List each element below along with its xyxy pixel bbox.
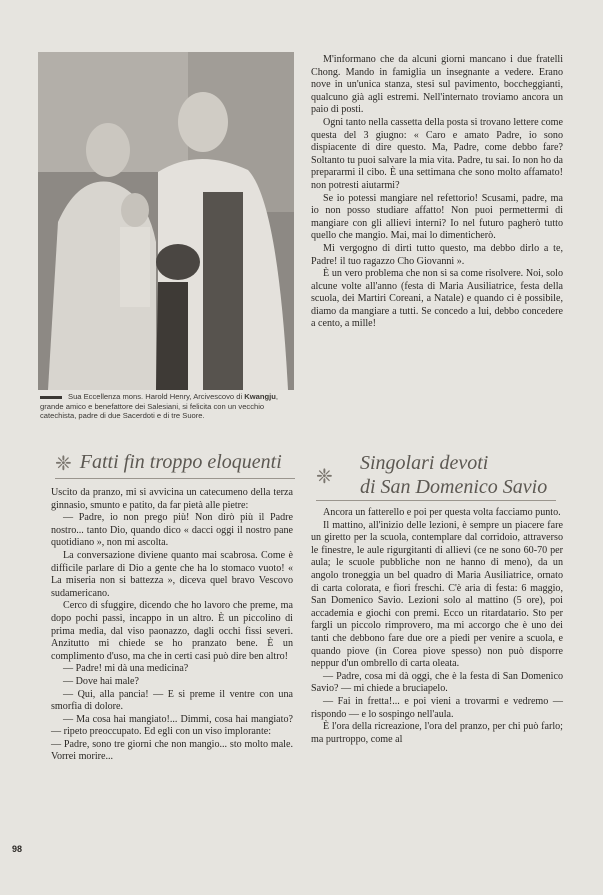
paragraph: Cerco di sfuggire, dicendo che ho lavoro che preme, ma dopo pochi passi, incappo in un altro. È un piccolino di prima media, dal viso paonazzo, dagli occhi fissi severi. Anzitutto mi chiede se ho pranzato bene. È un complimento d'uso, ma che in certi casi può dire ben altro! (51, 600, 293, 662)
right-section-heading (316, 451, 547, 499)
paragraph: — Qui, alla pancia! — E si preme il ventre con una smorfia di dolore. (51, 688, 293, 713)
heading-rule-left (55, 478, 295, 479)
page-number: 98 (12, 844, 23, 854)
paragraph: Uscito da pranzo, mi si avvicina un catecumeno della terza ginnasio, smunto e patito, da far pietà alle pietre: (51, 487, 293, 511)
paragraph: Se io potessi mangiare nel refettorio! Scusami, padre, ma io non posso studiare affatto! Non puoi permettermi di mangiare con gli allievi interni? Io nel futuro pagherò tutto quello che mangio. Mai, mai lo dimenticherò. (311, 192, 563, 242)
photo-caption (40, 392, 296, 421)
right-top-column-text (311, 54, 563, 331)
paragraph: M'informano che da alcuni giorni mancano i due fratelli Chong. Mando in famiglia un insegnante a vedere. Erano nove in un'unica stanza, stesi sul pavimento, boccheggianti, qualcuno già agli estremi. Nell'internato troviamo ancora un paio di posti. (311, 54, 563, 116)
caption-bold: Kwangju (244, 392, 276, 401)
paragraph: È un vero problema che non si sa come risolvere. Noi, solo alcune volte all'anno (festa di Maria Ausiliatrice, festa della scuola, dei Martiri Coreani, a Natale) e quando ci è possibile, diamo da mangiare a tutti. Se concedo a lui, debbo concedere a cento, a mille! (311, 268, 563, 330)
ornament-icon: ❈ (316, 466, 333, 488)
paragraph: — Padre, sono tre giorni che non mangio... sto molto male. Vorrei morire... (51, 738, 293, 763)
paragraph: — Ma cosa hai mangiato!... Dimmi, cosa hai mangiato? — ripeto preoccupato. Ed egli con un viso implorante: (51, 713, 293, 738)
photo (38, 52, 294, 390)
paragraph: — Dove hai male? (63, 675, 139, 687)
paragraph: È l'ora della ricreazione, l'ora del pranzo, per chi può farlo; ma purtroppo, come al (311, 721, 563, 745)
right-bottom-column-text (311, 507, 563, 746)
caption-post: , grande amico e benefattore dei Salesiani, si felicita con un vecchio catechista, padre di due Sacerdoti e di tre Suore. (40, 392, 279, 421)
paragraph: — Padre, cosa mi dà oggi, che è la festa di San Domenico Savio? — mi chiede a bruciapelo. (311, 670, 563, 695)
left-heading-text: Fatti fin troppo eloquenti (79, 451, 282, 474)
paragraph: Mi vergogno di dirti tutto questo, ma debbo dirlo a te, Padre! il tuo ragazzo Cho Giovanni ». (311, 242, 563, 267)
left-section-heading (55, 451, 282, 476)
caption-pre: Sua Eccellenza mons. Harold Henry, Arcivescovo di (68, 392, 245, 401)
photo-icon (38, 52, 294, 390)
right-heading-line1: Singolari devoti (360, 452, 489, 474)
right-heading-line2: di San Domenico Savio (360, 476, 548, 498)
paragraph: La conversazione diviene quanto mai scabrosa. Come è difficile parlare di Dio a gente che ha lo stomaco vuoto! « La miseria non si battezza », diceva quel bravo Vescovo sudamericano. (51, 549, 293, 599)
paragraph: Ogni tanto nella cassetta della posta si trovano lettere come questa del 3 giugno: « Caro e amato Padre, io sono dispiacente di dire questo. Ma, Padre, come debbo fare? Soltanto tu puoi salvare la mia vita. Padre, tu sai. Io non ho da prepararmi il cibo. È una settimana che sono molto affamato! non potresti aiutarmi? (311, 116, 563, 191)
ornament-icon: ❈ (55, 453, 72, 475)
paragraph: — Padre! mi dà una medicina? (63, 663, 189, 675)
paragraph: Il mattino, all'inizio delle lezioni, è sempre un piacere fare un giretto per la scuola, contemplare dal corridoio, attraverso le finestre, le aule rigurgitanti di allievi (ce ne sono 60-70 per aula; le scuole pubbliche non ne hanno di meno), da un angolo troneggia un bel quadro di Maria Ausiliatrice, ornato di carta colorata, e fiori freschi. C'è aria di festa: 6 maggio, San Domenico Savio. Lezioni solo al mattino (5 ore), poi accademia e giochi con premi. Ecco un ritardatario. Sto per fargli un piccolo rimprovero, ma mi accorgo che è uno dei tanti che debbono fare due ore a piedi per venire a scuola, e quando piove (in Corea piove spesso) non può disporre neppur d'un ombrello di carta oleata. (311, 519, 563, 670)
caption-dash (40, 396, 62, 399)
paragraph: — Padre, io non prego più! Non dirò più il Padre nostro... tanto Dio, quando dico « dacci oggi il nostro pane quotidiano », non mi ascolta. (51, 512, 293, 549)
paragraph: — Fai in fretta!... e poi vieni a trovarmi e vedremo — rispondo — e lo sospingo nell'aula. (311, 695, 563, 720)
heading-rule-right (316, 500, 556, 501)
paragraph: Ancora un fatterello e poi per questa volta facciamo punto. (323, 507, 561, 518)
left-column-text (51, 487, 293, 764)
